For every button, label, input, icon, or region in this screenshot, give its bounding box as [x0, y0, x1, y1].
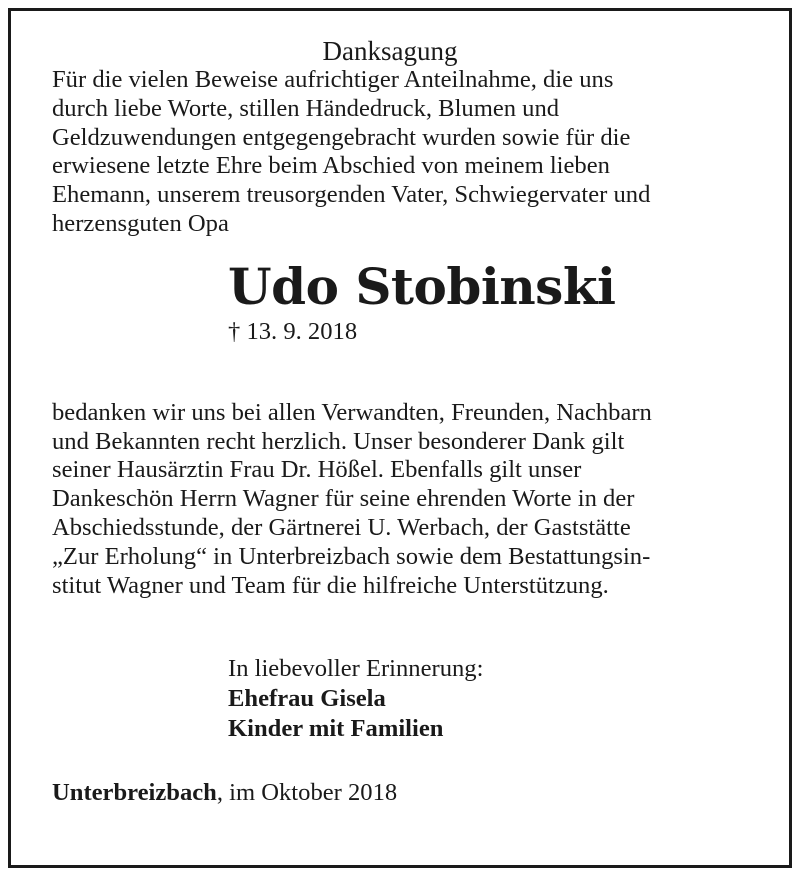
intro-paragraph	[52, 66, 718, 239]
thanks-paragraph	[52, 399, 718, 601]
intro-line: herzensguten Opa	[52, 209, 229, 237]
deceased-name: Udo Stobinski	[228, 256, 616, 316]
thanks-line: bedanken wir uns bei allen Verwandten, Freunden, Nachbarn	[52, 398, 652, 426]
thanks-line: und Bekannten recht herzlich. Unser besonderer Dank gilt	[52, 427, 625, 455]
thanks-line: Dankeschön Herrn Wagner für seine ehrenden Worte in der	[52, 485, 635, 513]
obituary-notice	[52, 36, 718, 808]
signer-spouse: Ehefrau Gisela	[228, 685, 386, 713]
death-date: † 13. 9. 2018	[228, 317, 358, 345]
thanks-line: stitut Wagner und Team für die hilfreiche Unterstützung.	[52, 571, 609, 599]
thanks-line: „Zur Erholung“ in Unterbreizbach sowie dem Bestattungsin-	[52, 542, 651, 570]
signoff-intro: In liebevoller Erinnerung:	[228, 655, 484, 683]
intro-line: Geldzuwendungen entgegengebracht wurden sowie für die	[52, 123, 631, 151]
intro-line: erwiesene letzte Ehre beim Abschied von meinem lieben	[52, 152, 610, 180]
thanks-line: seiner Hausärztin Frau Dr. Hößel. Ebenfalls gilt unser	[52, 456, 582, 484]
place-date-line	[52, 778, 718, 808]
notice-heading: Danksagung	[322, 36, 458, 66]
place-name: Unterbreizbach	[52, 779, 217, 807]
footer-date: , im Oktober 2018	[216, 779, 398, 807]
intro-line: durch liebe Worte, stillen Händedruck, Blumen und	[52, 94, 560, 122]
intro-line: Ehemann, unserem treusorgenden Vater, Schwiegervater und	[52, 181, 651, 209]
signoff-block	[228, 654, 718, 744]
intro-line: Für die vielen Beweise aufrichtiger Anteilnahme, die uns	[52, 66, 614, 93]
thanks-line: Abschiedsstunde, der Gärtnerei U. Werbach, der Gaststätte	[52, 513, 631, 541]
signer-children: Kinder mit Familien	[228, 715, 444, 743]
